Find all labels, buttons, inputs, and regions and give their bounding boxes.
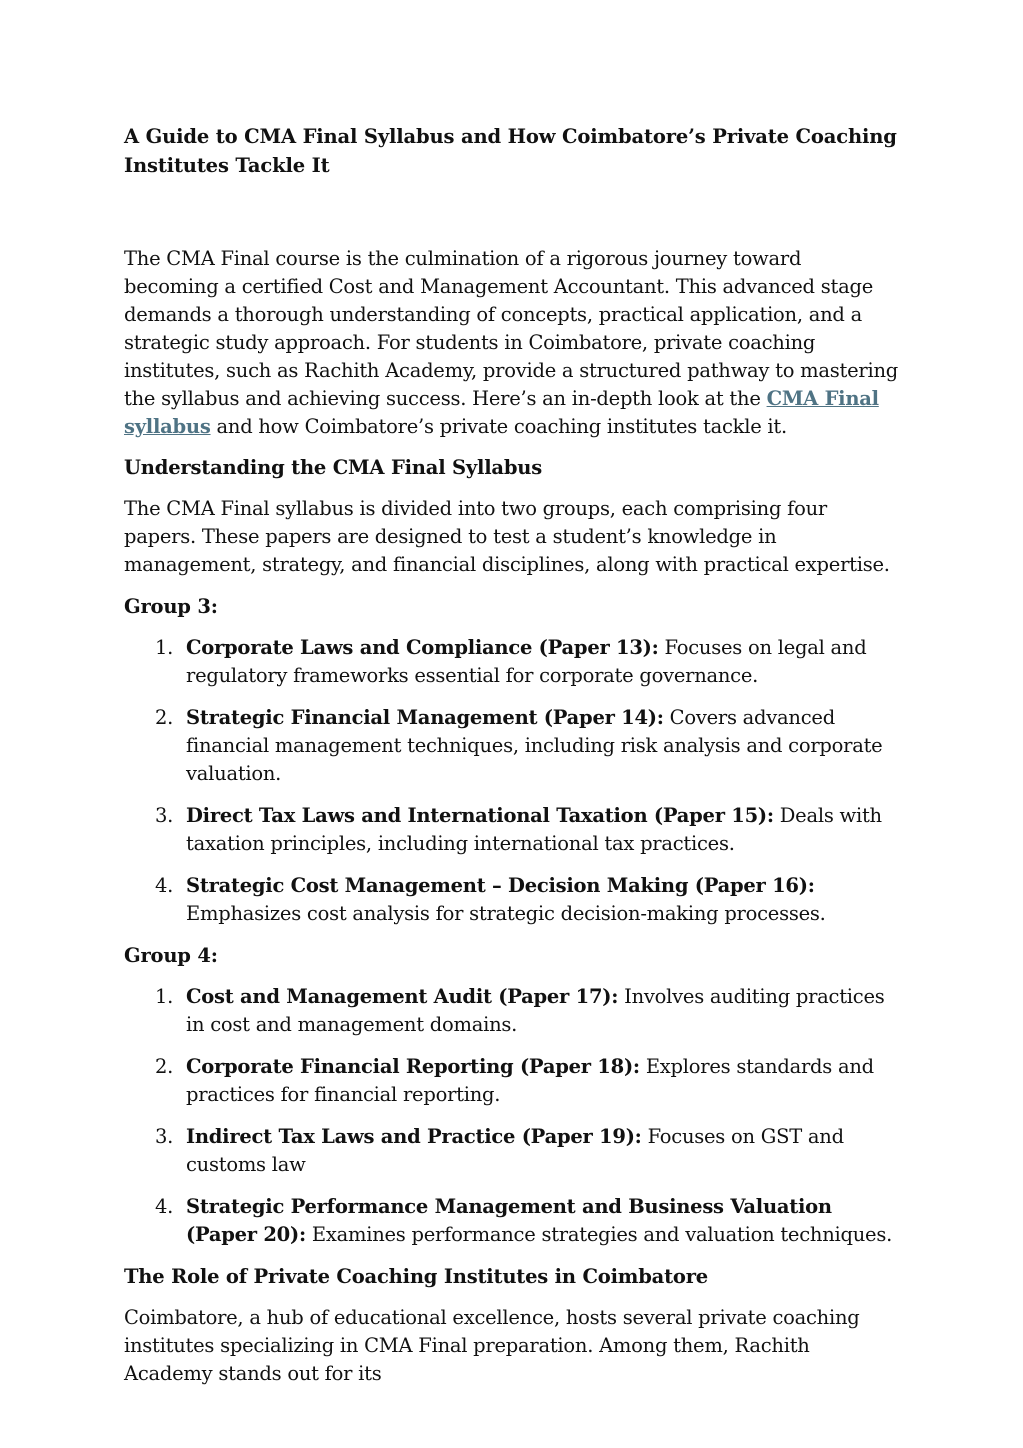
document-title: A Guide to CMA Final Syllabus and How Coimbatore’s Private Coaching Institutes Tackle It [124,125,897,177]
paper-title: Strategic Performance Management and Business Valuation (Paper 20): [186,1195,832,1246]
group-3-paper-list [124,634,899,928]
paper-description: Involves auditing practices in cost and management domains. [186,985,885,1036]
coimbatore-paragraph: Coimbatore, a hub of educational excellence, hosts several private coaching institutes specializing in CMA Final preparation. Among them, Rachith Academy stands out for its [124,1306,860,1385]
paper-title: Corporate Laws and Compliance (Paper 13): [186,636,659,659]
group-4-heading: Group 4: [124,944,218,967]
list-item [124,704,899,788]
group-3-heading: Group 3: [124,595,218,618]
paper-title: Strategic Financial Management (Paper 14): [186,706,664,729]
intro-text-before-link: The CMA Final course is the culmination of a rigorous journey toward becoming a certified Cost and Management Accountant. This advanced stage demands a thorough understanding of concepts, practical application, and a strategic study approach. For students in Coimbatore, private coaching institutes, such as Rachith Academy, provide a structured pathway to mastering the syllabus and achieving success. Here’s an in-depth look at the [124,247,898,410]
list-item [124,634,899,690]
paper-description: Explores standards and practices for financial reporting. [186,1055,874,1106]
list-number: 1. [155,636,174,659]
list-item [124,1193,899,1249]
document-page [124,122,899,1402]
paper-title: Cost and Management Audit (Paper 17): [186,985,619,1008]
list-number: 1. [155,985,174,1008]
list-item [124,983,899,1039]
paper-description: Examines performance strategies and valuation techniques. [305,1223,893,1246]
list-number: 2. [155,706,174,729]
intro-text-after-link: and how Coimbatore’s private coaching institutes tackle it. [210,415,787,438]
list-number: 3. [155,804,174,827]
list-item [124,802,899,858]
list-number: 2. [155,1055,174,1078]
section-heading-role-of-institutes: The Role of Private Coaching Institutes in Coimbatore [124,1265,708,1288]
list-item [124,872,899,928]
intro-paragraph [124,245,899,441]
paper-description: Deals with taxation principles, including international tax practices. [186,804,882,855]
paper-title: Corporate Financial Reporting (Paper 18): [186,1055,640,1078]
syllabus-overview-paragraph: The CMA Final syllabus is divided into two groups, each comprising four papers. These papers are designed to test a student’s knowledge in management, strategy, and financial disciplines, along with practical expertise. [124,497,890,576]
paper-description: Focuses on GST and customs law [186,1125,844,1176]
paper-title: Indirect Tax Laws and Practice (Paper 19): [186,1125,642,1148]
list-number: 3. [155,1125,174,1148]
group-4-paper-list [124,983,899,1249]
section-heading-understanding: Understanding the CMA Final Syllabus [124,456,543,479]
list-item [124,1053,899,1109]
paper-description: Covers advanced financial management techniques, including risk analysis and corporate valuation. [186,706,883,785]
cma-final-syllabus-link[interactable]: CMA Final syllabus [124,387,879,438]
paper-title: Direct Tax Laws and International Taxation (Paper 15): [186,804,774,827]
list-item [124,1123,899,1179]
list-number: 4. [155,874,174,897]
list-number: 4. [155,1195,174,1218]
paper-description: Focuses on legal and regulatory frameworks essential for corporate governance. [186,636,867,687]
paper-description: Emphasizes cost analysis for strategic decision-making processes. [186,902,826,925]
paper-title: Strategic Cost Management – Decision Making (Paper 16): [186,874,815,897]
